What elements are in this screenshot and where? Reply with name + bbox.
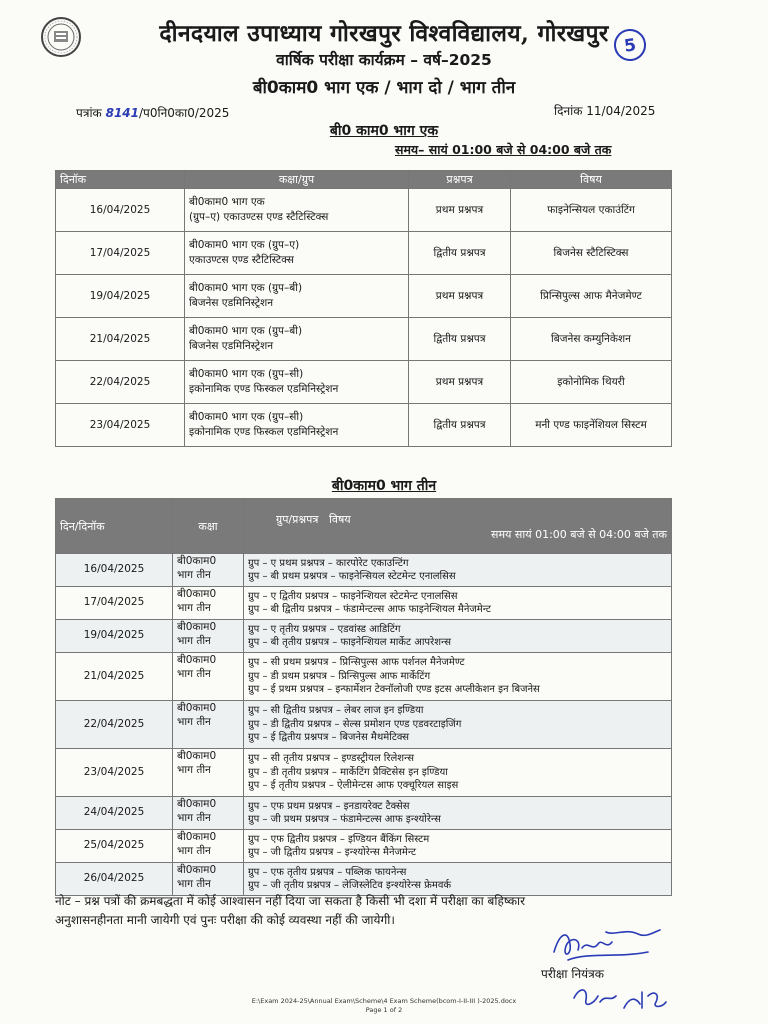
row-date: 19/04/2025 <box>56 275 185 318</box>
row-papers <box>244 653 672 701</box>
row-paper-line: ग्रुप – डी प्रथम प्रश्नपत्र – प्रिन्सिपुल्स आफ मार्केटिंग <box>248 670 431 682</box>
table-row <box>56 653 672 701</box>
row-paper-line: ग्रुप – एफ द्वितीय प्रश्नपत्र – इण्डियन बैंकिंग सिस्टम <box>248 833 430 845</box>
row-subject: प्रिन्सिपुल्स आफ मैनेजमेण्ट <box>511 275 672 318</box>
row-class-line2: भाग तीन <box>177 568 211 581</box>
row-papers <box>244 701 672 749</box>
row-subject: बिजनेस कम्युनिकेशन <box>511 318 672 361</box>
row-class <box>173 653 244 701</box>
row-class-line2: भाग तीन <box>177 811 211 824</box>
row-paper: प्रथम प्रश्नपत्र <box>409 189 511 232</box>
row-subject: फाइनेन्सियल एकाउंटिंग <box>511 189 672 232</box>
issue-date: दिनांक 11/04/2025 <box>554 104 656 118</box>
row-group-line2: एकाउण्टस एण्ड स्टैटिस्टिक्स <box>189 254 294 266</box>
row-paper-line: ग्रुप – ई प्रथम प्रश्नपत्र – इन्फार्मेशन टेक्नॉलोजी एण्ड इटस अप्लीकेशन इन बिजनेस <box>248 684 540 696</box>
row-group <box>185 232 409 275</box>
row-paper-line: ग्रुप – डी तृतीय प्रश्नपत्र – मार्केटिंग प्रैक्टिसेस इन इण्डिया <box>248 766 448 778</box>
row-paper: द्वितीय प्रश्नपत्र <box>409 232 511 275</box>
row-paper-line: ग्रुप – बी तृतीय प्रश्नपत्र – फाइनेन्शियल मार्केट आपरेशन्स <box>248 637 451 648</box>
row-subject: मनी एण्ड फाइनेंशियल सिस्टम <box>511 404 672 447</box>
row-class-line1: बी0काम0 <box>177 702 217 714</box>
row-paper-line: ग्रुप – ई द्वितीय प्रश्नपत्र – बिजनेस मैथमेटिक्स <box>248 732 410 744</box>
row-date: 16/04/2025 <box>56 554 173 587</box>
row-paper-line: ग्रुप – जी द्वितीय प्रश्नपत्र – इन्श्योरेन्स मैनेजमेन्ट <box>248 847 417 858</box>
section-part3-title: बी0काम0 भाग तीन <box>331 478 437 494</box>
row-paper: द्वितीय प्रश्नपत्र <box>409 404 511 447</box>
row-class <box>173 701 244 749</box>
ref-prefix: पत्रांक <box>76 106 106 120</box>
row-date: 17/04/2025 <box>56 587 173 620</box>
row-paper-line: ग्रुप – बी प्रथम प्रश्नपत्र – फाइनेन्सियल स्टेटमेन्ट एनालसिस <box>248 571 456 582</box>
row-class-line1: बी0काम0 <box>177 864 217 876</box>
row-class-line1: बी0काम0 <box>177 831 217 843</box>
exam-program-subtitle: वार्षिक परीक्षा कार्यक्रम – वर्ष–2025 <box>276 51 492 69</box>
col-header-date: दिनॉक <box>56 171 185 189</box>
row-paper: प्रथम प्रश्नपत्र <box>409 361 511 404</box>
row-class-line1: बी0काम0 <box>177 588 217 600</box>
row-papers <box>244 863 672 896</box>
row-class <box>173 863 244 896</box>
part3-schedule-table <box>55 498 672 896</box>
handwritten-signature <box>548 922 666 966</box>
row-papers <box>244 554 672 587</box>
section-part1-time: समय– सायं 01:00 बजे से 04:00 बजे तक <box>395 142 612 157</box>
note-line-1: नोट – प्रश्न पत्रों की क्रमबद्धता में कोई आश्वासन नहीं दिया जा सकता है किसी भी दशा में परीक्षा का बहिष्कार <box>55 894 526 908</box>
row-group-line2: बिजनेस एडमिनिस्ट्रेशन <box>189 297 274 309</box>
row-class-line1: बी0काम0 <box>177 654 217 666</box>
row-class <box>173 620 244 653</box>
table-row <box>56 404 672 447</box>
row-group-line1: बी0काम0 भाग एक (ग्रुप–बी) <box>189 325 303 337</box>
col-header-subject: विषय <box>511 171 672 189</box>
row-paper-line: ग्रुप – ए प्रथम प्रश्नपत्र – कारपोरेट एकाउन्टिंग <box>248 557 409 569</box>
row-papers <box>244 830 672 863</box>
row-class-line1: बी0काम0 <box>177 750 217 762</box>
col-header-class: कक्षा <box>173 499 244 554</box>
row-class-line1: बी0काम0 <box>177 555 217 567</box>
row-paper-line: ग्रुप – सी द्वितीय प्रश्नपत्र – लेबर लाज इन इण्डिया <box>248 705 424 717</box>
row-class-line1: बी0काम0 <box>177 621 217 633</box>
row-class-line2: भाग तीन <box>177 877 211 890</box>
row-date: 24/04/2025 <box>56 797 173 830</box>
row-group-line1: बी0काम0 भाग एक <box>189 196 265 208</box>
row-date: 19/04/2025 <box>56 620 173 653</box>
row-paper: द्वितीय प्रश्नपत्र <box>409 318 511 361</box>
row-class <box>173 749 244 797</box>
row-paper-line: ग्रुप – एफ प्रथम प्रश्नपत्र – इनडायरेक्ट टैक्सेस <box>248 800 410 812</box>
table-header-row <box>56 171 672 189</box>
row-paper-line: ग्रुप – एफ तृतीय प्रश्नपत्र – पब्लिक फायनेन्स <box>248 866 407 878</box>
page-of-footer: Page 1 of 2 <box>365 1006 403 1014</box>
row-group-line2: बिजनेस एडमिनिस्ट्रेशन <box>189 340 274 352</box>
table-row <box>56 830 672 863</box>
row-papers <box>244 797 672 830</box>
row-paper-line: ग्रुप – डी द्वितीय प्रश्नपत्र – सेल्स प्रमोशन एण्ड एडवरटाइजिंग <box>248 718 462 730</box>
table-row <box>56 189 672 232</box>
table-row <box>56 587 672 620</box>
row-group-line2: (ग्रुप–ए) एकाउण्टस एण्ड स्टैटिस्टिक्स <box>189 211 329 223</box>
row-class-line2: भाग तीन <box>177 844 211 857</box>
row-group-line1: बी0काम0 भाग एक (ग्रुप–बी) <box>189 282 303 294</box>
row-date: 22/04/2025 <box>56 361 185 404</box>
row-class-line2: भाग तीन <box>177 667 211 680</box>
note-line-2: अनुशासनहीनता मानी जायेगी एवं पुनः परीक्षा की कोई व्यवस्था नहीं की जायेगी। <box>55 913 395 927</box>
table-row <box>56 361 672 404</box>
row-group-line1: बी0काम0 भाग एक (ग्रुप–सी) <box>189 368 304 380</box>
table-row <box>56 232 672 275</box>
row-paper-line: ग्रुप – ई तृतीय प्रश्नपत्र – ऐलीमेन्टस आफ एक्चूरियल साइस <box>248 780 459 792</box>
row-date: 21/04/2025 <box>56 318 185 361</box>
row-group-line1: बी0काम0 भाग एक (ग्रुप–ए) <box>189 239 300 251</box>
section-part1-title: बी0 काम0 भाग एक <box>329 123 439 139</box>
row-date: 26/04/2025 <box>56 863 173 896</box>
row-class-line1: बी0काम0 <box>177 798 217 810</box>
col-header-day-date: दिन/दिनॉक <box>56 499 173 554</box>
row-date: 22/04/2025 <box>56 701 173 749</box>
row-date: 23/04/2025 <box>56 749 173 797</box>
row-papers <box>244 749 672 797</box>
table-header-row <box>56 499 672 554</box>
row-paper-line: ग्रुप – ए द्वितीय प्रश्नपत्र – फाइनेन्शियल स्टेटमेन्ट एनालसिस <box>248 590 458 602</box>
row-date: 16/04/2025 <box>56 189 185 232</box>
part1-schedule-table <box>55 170 672 447</box>
table-row <box>56 797 672 830</box>
table-row <box>56 863 672 896</box>
row-subject: इकोनोमिक थियरी <box>511 361 672 404</box>
row-class <box>173 797 244 830</box>
row-class <box>173 554 244 587</box>
row-paper-line: ग्रुप – जी प्रथम प्रश्नपत्र – फंडामेन्टल्स आफ इन्श्योरेन्स <box>248 814 441 825</box>
exam-controller-label: परीक्षा नियंत्रक <box>541 967 604 981</box>
table-row <box>56 701 672 749</box>
header-time: समय सायं 01:00 बजे से 04:00 बजे तक <box>491 528 667 541</box>
row-class <box>173 830 244 863</box>
table-row <box>56 749 672 797</box>
ref-suffix: /प0नि0का0/2025 <box>139 106 230 120</box>
row-group <box>185 404 409 447</box>
row-group <box>185 189 409 232</box>
row-paper-line: ग्रुप – सी तृतीय प्रश्नपत्र – इण्डस्ट्रीयल रिलेशन्स <box>248 753 415 765</box>
table-row <box>56 318 672 361</box>
col-header-group: कक्षा/ग्रुप <box>185 171 409 189</box>
row-group <box>185 275 409 318</box>
table-row <box>56 275 672 318</box>
header-group-subject: ग्रुप/प्रश्नपत्र विषय <box>275 513 351 526</box>
row-class <box>173 587 244 620</box>
row-group-line1: बी0काम0 भाग एक (ग्रुप–सी) <box>189 411 304 423</box>
col-header-group-paper-subject <box>244 499 672 554</box>
row-class-line2: भाग तीन <box>177 715 211 728</box>
row-class-line2: भाग तीन <box>177 763 211 776</box>
row-group-line2: इकोनामिक एण्ड फिस्कल एडमिनिस्ट्रेशन <box>189 426 339 438</box>
row-date: 25/04/2025 <box>56 830 173 863</box>
reference-number <box>76 104 229 121</box>
row-class-line2: भाग तीन <box>177 601 211 614</box>
row-paper-line: ग्रुप – जी तृतीय प्रश्नपत्र – लेजिस्लेटिव इन्श्योरेन्स फ्रेमवर्क <box>248 880 452 891</box>
university-title: दीनदयाल उपाध्याय गोरखपुर विश्वविद्यालय, गोरखपुर <box>159 20 609 47</box>
row-class-line2: भाग तीन <box>177 634 211 647</box>
table-row <box>56 620 672 653</box>
row-date: 21/04/2025 <box>56 653 173 701</box>
row-date: 23/04/2025 <box>56 404 185 447</box>
row-group <box>185 361 409 404</box>
row-group <box>185 318 409 361</box>
course-subtitle: बी0काम0 भाग एक / भाग दो / भाग तीन <box>252 78 516 98</box>
row-papers <box>244 620 672 653</box>
row-paper: प्रथम प्रश्नपत्र <box>409 275 511 318</box>
col-header-paper: प्रश्नपत्र <box>409 171 511 189</box>
ref-handwritten: 8141 <box>105 106 139 120</box>
row-papers <box>244 587 672 620</box>
handwritten-page-number: 5 <box>612 27 648 63</box>
file-path-footer: E:\Exam 2024-25\Annual Exam\Scheme\4 Exam Scheme(bcom-I-II-III )-2025.docx <box>251 997 517 1005</box>
row-paper-line: ग्रुप – ए तृतीय प्रश्नपत्र – एडवांस्ड आडिटिंग <box>248 623 401 635</box>
row-subject: बिजनेस स्टैटिस्टिक्स <box>511 232 672 275</box>
row-group-line2: इकोनामिक एण्ड फिस्कल एडमिनिस्ट्रेशन <box>189 383 339 395</box>
row-date: 17/04/2025 <box>56 232 185 275</box>
row-paper-line: ग्रुप – सी प्रथम प्रश्नपत्र – प्रिन्सिपुल्स आफ पर्शनल मैनेजमेण्ट <box>248 657 465 669</box>
table-row <box>56 554 672 587</box>
row-paper-line: ग्रुप – बी द्वितीय प्रश्नपत्र – फंडामेन्टल्स आफ फाइनेन्शियल मैनेजमेन्ट <box>248 604 491 615</box>
